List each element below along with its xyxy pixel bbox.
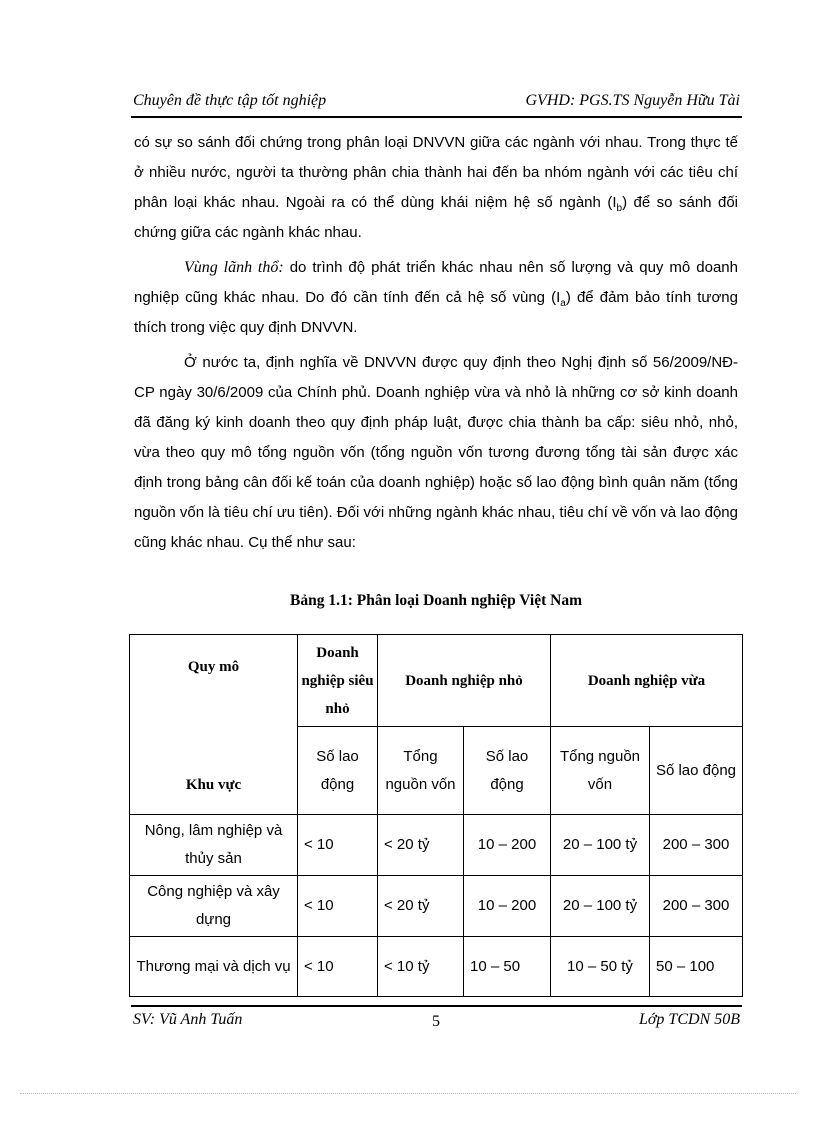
- col-medium-header: Doanh nghiệp vừa: [551, 635, 743, 727]
- small-capital-cell: < 20 tỷ: [378, 876, 464, 937]
- classification-table: [129, 634, 743, 997]
- body-text: [134, 128, 738, 563]
- sector-cell: Thương mại và dịch vụ: [130, 937, 298, 997]
- sector-cell: Nông, lâm nghiệp và thủy sản: [130, 815, 298, 876]
- paragraph-2: Vùng lãnh thổ: do trình độ phát triển khác nhau nên số lượng và quy mô doanh nghiệp cũng khác nhau. Do đó cần tính đến cả hệ số vùng $(I_a)$ để đảm bảo tính tương thích trong việc quy định DNVVN.: [134, 259, 738, 336]
- medium-capital-cell: 20 – 100 tỷ: [551, 876, 650, 937]
- sub-header-labor: Số lao động: [650, 727, 743, 815]
- medium-labor-cell: 200 – 300: [650, 815, 743, 876]
- footer-student: SV: Vũ Anh Tuấn: [133, 1011, 243, 1028]
- corner-bottom-label: Khu vực: [185, 776, 242, 793]
- footer-class: Lớp TCDN 50B: [638, 1011, 740, 1028]
- medium-capital-cell: 10 – 50 tỷ: [551, 937, 650, 997]
- table-row: [130, 937, 743, 997]
- col-micro-header: Doanh nghiệp siêu nhỏ: [298, 635, 378, 727]
- small-labor-cell: 10 – 200: [464, 815, 551, 876]
- paragraph-3: Ở nước ta, định nghĩa về DNVVN được quy định theo Nghị định số 56/2009/NĐ-CP ngày 30/6/2009 của Chính phủ. Doanh nghiệp vừa và nhỏ là những cơ sở kinh doanh đã đăng ký kinh doanh theo quy định pháp luật, được chia thành ba cấp: siêu nhỏ, nhỏ, vừa theo quy mô tổng nguồn vốn (tổng nguồn vốn tương đương tổng tài sản được xác định trong bảng cân đối kế toán của doanh nghiệp) hoặc số lao động bình quân năm (tổng nguồn vốn là tiêu chí ưu tiên). Đối với những ngành khác nhau, tiêu chí về vốn và lao động cũng khác nhau. Cụ thể như sau:: [134, 354, 738, 551]
- page-bottom-rule: [20, 1093, 796, 1094]
- sub-header-labor: Số lao động: [464, 727, 551, 815]
- small-labor-cell: 10 – 50: [464, 937, 551, 997]
- table-caption: Bảng 1.1: Phân loại Doanh nghiệp Việt Nam: [290, 592, 582, 609]
- sub-header-capital: Tổng nguồn vốn: [378, 727, 464, 815]
- small-capital-cell: < 20 tỷ: [378, 815, 464, 876]
- col-small-header: Doanh nghiệp nhỏ: [378, 635, 551, 727]
- micro-labor-cell: < 10: [298, 815, 378, 876]
- medium-capital-cell: 20 – 100 tỷ: [551, 815, 650, 876]
- header-advisor: GVHD: PGS.TS Nguyễn Hữu Tài: [525, 92, 740, 109]
- small-capital-cell: < 10 tỷ: [378, 937, 464, 997]
- table-row: [130, 815, 743, 876]
- footer-divider: [131, 1005, 742, 1007]
- sub-header-capital: Tổng nguồn vốn: [551, 727, 650, 815]
- medium-labor-cell: 200 – 300: [650, 876, 743, 937]
- header-title: Chuyên đề thực tập tốt nghiệp: [133, 92, 327, 109]
- small-labor-cell: 10 – 200: [464, 876, 551, 937]
- region-label: Vùng lãnh thổ:: [184, 259, 284, 276]
- corner-top-label: Quy mô: [187, 658, 240, 675]
- page-footer: [131, 1011, 742, 1035]
- micro-labor-cell: < 10: [298, 937, 378, 997]
- corner-header: [130, 635, 298, 815]
- sector-cell: Công nghiệp và xây dựng: [130, 876, 298, 937]
- micro-labor-cell: < 10: [298, 876, 378, 937]
- paragraph-1: có sự so sánh đối chứng trong phân loại DNVVN giữa các ngành với nhau. Trong thực tế ở nhiều nước, người ta thường phân chia thành hai đến ba nhóm ngành với các tiêu chí phân loại khác nhau. Ngoài ra có thể dùng khái niệm hệ số ngành $(I_b)$ để so sánh đối chứng giữa các ngành khác nhau.: [134, 134, 738, 241]
- table-row: [130, 876, 743, 937]
- page-number: 5: [432, 1013, 440, 1030]
- page-header: [131, 90, 742, 118]
- sub-header-labor: Số lao động: [298, 727, 378, 815]
- medium-labor-cell: 50 – 100: [650, 937, 743, 997]
